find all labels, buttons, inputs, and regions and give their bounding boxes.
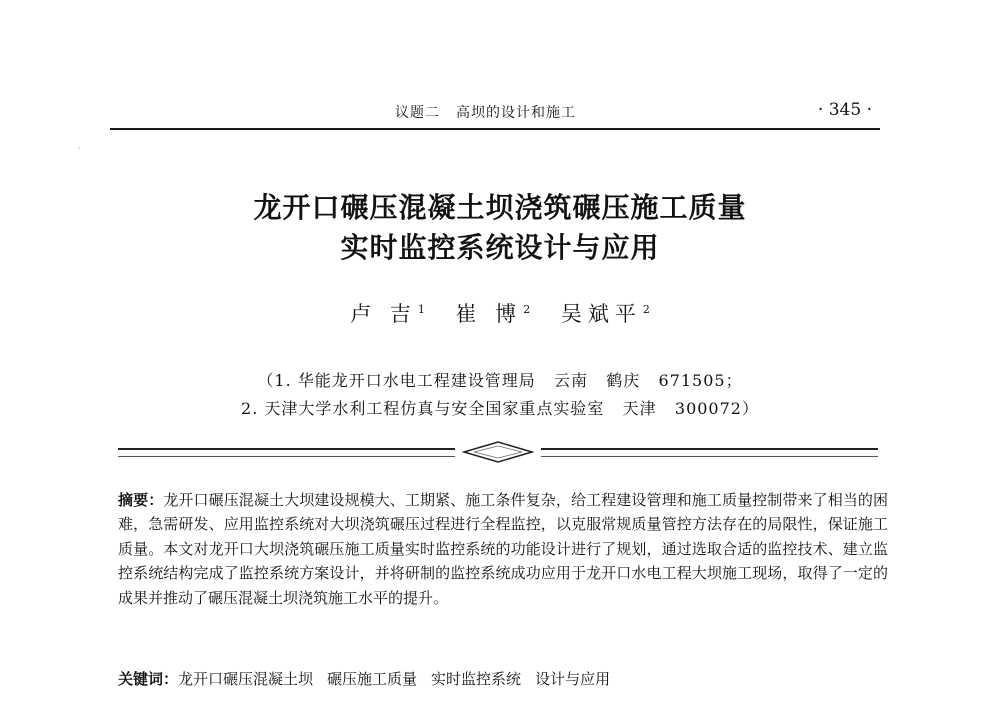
header-topic-title: 高坝的设计和施工 [456,105,576,121]
scan-speck: · [78,144,81,154]
author-affiliation-mark: 2 [642,303,650,316]
abstract-text: 龙开口碾压混凝土大坝建设规模大、工期紧、施工条件复杂，给工程建设管理和施工质量控制带来了相当的困难，急需研发、应用监控系统对大坝浇筑碾压过程进行全程监控，以克服常规质量管控方法存在的局限性，保证施工质量。本文对龙开口大坝浇筑碾压施工质量实时监控系统的功能设计进行了规划，通过选取合适的监控技术、建立监控系统结构完成了监控系统方案设计，并将研制的监控系统成功应用于龙开口水电工程大坝施工现场，取得了一定的成果并推动了碾压混凝土坝浇筑施工水平的提升。 [118,491,888,607]
author-list [0,298,1000,328]
author-1 [350,302,425,326]
paper-title [0,188,1000,268]
divider-line-right [541,448,878,457]
keyword: 实时监控系统 [431,670,522,688]
header-topic-text [395,102,576,122]
title-line-1: 龙开口碾压混凝土坝浇筑碾压施工质量 [253,191,747,224]
author-name: 卢 吉 [350,302,417,326]
header-rule [110,128,880,130]
ornament-divider [118,440,878,464]
title-line-2: 实时监控系统设计与应用 [340,231,660,264]
author-affiliation-mark: 2 [523,303,531,316]
divider-line-left [118,448,455,457]
keyword: 设计与应用 [535,670,611,688]
author-name: 崔 博 [455,302,523,326]
page-number: · 345 · [817,100,872,120]
affiliations [0,367,1000,423]
diamond-ornament-icon [461,440,535,464]
keyword: 碾压施工质量 [327,670,418,688]
author-3 [561,302,650,326]
abstract-label: 摘要： [118,491,164,509]
abstract [118,488,888,610]
affiliation-2: 2. 天津大学水利工程仿真与安全国家重点实验室 天津 300072） [241,399,759,418]
author-2 [456,302,531,326]
header-topic-number: 议题二 [395,105,440,121]
keywords [118,667,888,691]
author-affiliation-mark: 1 [417,303,425,316]
keywords-label: 关键词： [118,670,179,688]
running-header [110,100,880,124]
affiliation-1: （1. 华能龙开口水电工程建设管理局 云南 鹤庆 671505； [257,371,743,390]
keyword: 龙开口碾压混凝土坝 [178,670,314,688]
author-name: 吴斌平 [560,302,642,326]
